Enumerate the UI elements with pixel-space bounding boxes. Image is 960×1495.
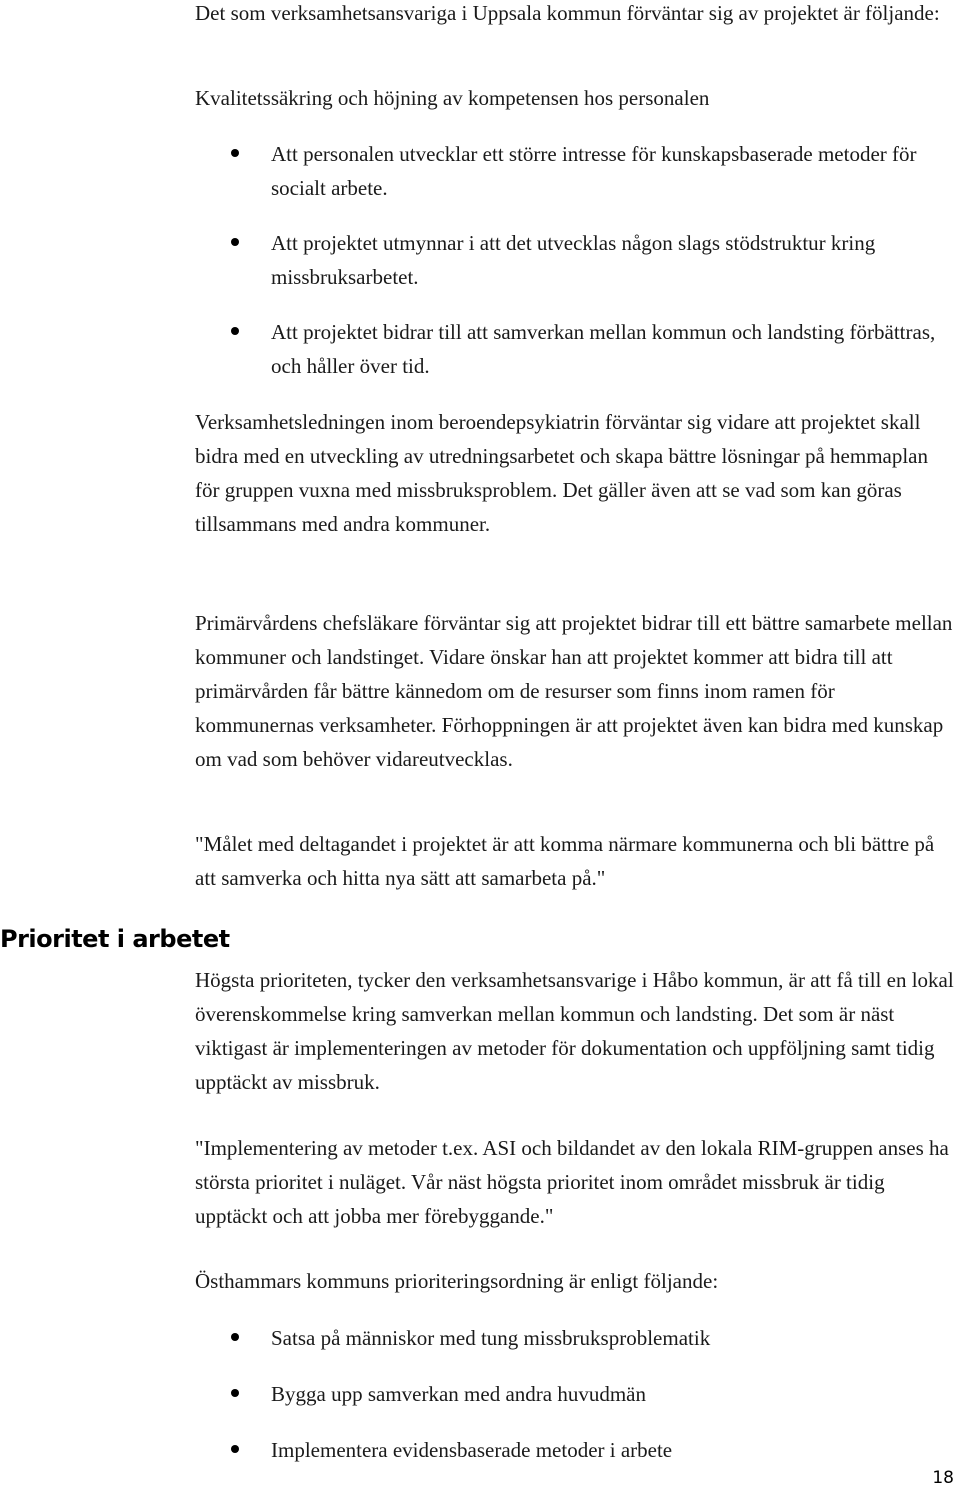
paragraph-osthammar: Östhammars kommuns prioriteringsordning är enligt följande: [195,1269,719,1293]
subheading: Kvalitetssäkring och höjning av kompetensen hos personalen [195,86,710,110]
list-item [195,226,955,294]
list-item [195,315,955,383]
list-item-text: Satsa på människor med tung missbruksproblematik [271,1326,711,1350]
bullet-icon [231,238,239,246]
page-number: 18 [932,1468,954,1488]
quote-habo: "Implementering av metoder t.ex. ASI och bildandet av den lokala RIM-gruppen anses ha största prioritet i nuläget. Vår näst högsta prioritet inom området missbruk är tidig upptäckt och att jobba mer förebyggande." [195,1136,949,1228]
quote-uppsala: "Målet med deltagandet i projektet är att komma närmare kommunerna och bli bättre på att samverka och hitta nya sätt att samarbeta på." [195,832,935,890]
list-item-text: Att projektet bidrar till att samverkan mellan kommun och landsting förbättras, och håller över tid. [271,320,936,378]
paragraph-beroendepsykiatri: Verksamhetsledningen inom beroendepsykiatrin förväntar sig vidare att projektet skall bidra med en utveckling av utredningsarbetet och skapa bättre lösningar på hemmaplan för gruppen vuxna med missbruksproblem. Det gäller även att se vad som kan göras tillsammans med andra kommuner. [195,410,929,536]
intro-paragraph: Det som verksamhetsansvariga i Uppsala kommun förväntar sig av projektet är följande: [195,1,940,25]
list-item-text: Att projektet utmynnar i att det utvecklas någon slags stödstruktur kring missbruksarbetet. [271,231,876,289]
list-item [195,1321,955,1355]
list-item-text: Implementera evidensbaserade metoder i arbete [271,1438,673,1462]
bullet-icon [231,1445,239,1453]
list-item-text: Bygga upp samverkan med andra huvudmän [271,1382,646,1406]
bullet-icon [231,149,239,157]
bullet-icon [231,327,239,335]
list-item [195,1433,955,1467]
bullet-icon [231,1389,239,1397]
bullet-icon [231,1333,239,1341]
priority-list [195,1321,955,1467]
paragraph-habo: Högsta prioriteten, tycker den verksamhetsansvarige i Håbo kommun, är att få till en lokal överenskommelse kring samverkan mellan kommun och landsting. Det som är näst viktigast är implementeringen av metoder för dokumentation och uppföljning samt tidig upptäckt av missbruk. [195,968,954,1094]
expectation-list [195,137,955,383]
paragraph-primarvard: Primärvårdens chefsläkare förväntar sig att projektet bidrar till ett bättre samarbete mellan kommuner och landstinget. Vidare önskar han att projektet kommer att bidra till att primärvården får bättre kännedom om de resurser som finns inom ramen för kommunernas verksamheter. Förhoppningen är att projektet även kan bidra med kunskap om vad som behöver vidareutvecklas. [195,611,953,771]
section-heading: Prioritet i arbetet [0,925,230,953]
list-item [195,137,955,205]
list-item [195,1377,955,1411]
list-item-text: Att personalen utvecklar ett större intresse för kunskapsbaserade metoder för socialt arbete. [271,142,917,200]
